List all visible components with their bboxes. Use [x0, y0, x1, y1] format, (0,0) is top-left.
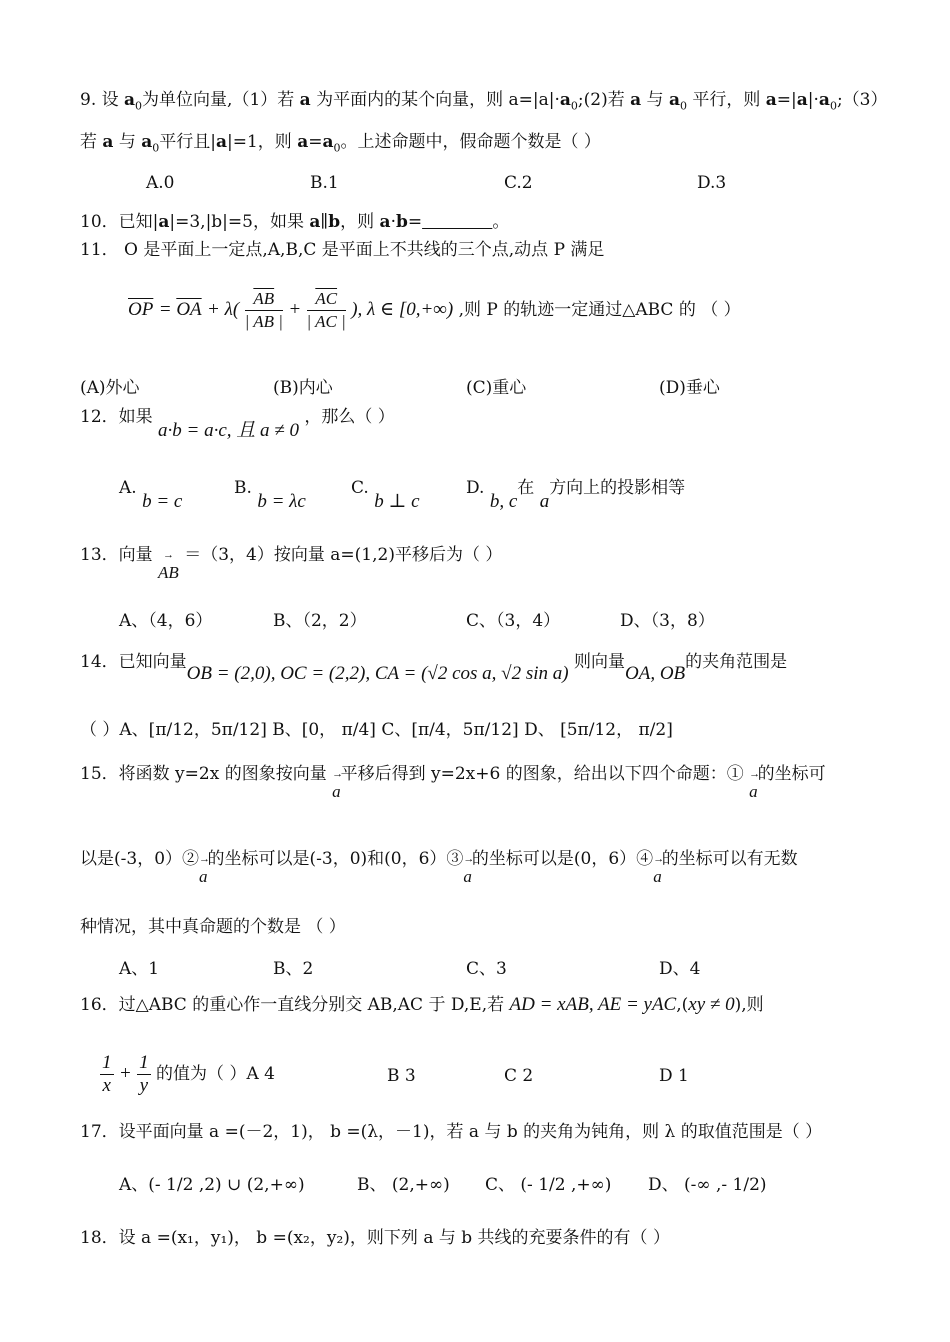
- q16-line2: $\frac{1}{x}$ + $\frac{1}{y}$ 的值为（ ）A 4: [102, 1052, 275, 1096]
- q12-option-c: C. b ⊥ c: [351, 478, 420, 512]
- q11-stem: 11． O 是平面上一定点,A,B,C 是平面上不共线的三个点,动点 P 满足: [80, 240, 605, 260]
- q13-option-a: A、（4，6）: [119, 611, 213, 631]
- q12-line: [80, 406, 395, 441]
- q15-option-c: C、3: [466, 959, 507, 979]
- q14-formula: OB = (2,0), OC = (2,2), CA = (√2 cos a, √2 sin a): [186, 663, 569, 684]
- q16-frac-1-over-x: $\frac{1}{x}$: [102, 1052, 112, 1096]
- q13-line: 13．向量 → AB ＝（3，4）按向量 a=(1,2)平移后为（ ）: [80, 545, 503, 582]
- q16-option-b: B 3: [387, 1066, 416, 1086]
- q17-option-a: A、(- 1/2 ,2) ∪ (2,+∞): [119, 1175, 305, 1195]
- q9-line2: 若 a 与 $a_0$平行且|a|=1，则 $a=a_0$。上述命题中，假命题个数是（ ）: [80, 132, 601, 155]
- q16-option-c: C 2: [504, 1066, 534, 1086]
- q12-tail: ，那么（ ）: [304, 407, 395, 427]
- q12-option-d: D. b, c在 a方向上的投影相等: [466, 478, 686, 512]
- q15-line3: 种情况，其中真命题的个数是 （ ）: [80, 917, 346, 937]
- q11-option-b: (B)内心: [273, 378, 333, 398]
- q17-option-b: B、 (2,+∞): [357, 1175, 450, 1195]
- q17-option-c: C、 (- 1/2 ,+∞): [485, 1175, 612, 1195]
- vector-a-symbol: → a: [199, 853, 211, 886]
- vector-a-symbol: → a: [749, 768, 761, 801]
- q14-line2: （ ）A、[π/12，5π/12] B、[0， π/4] C、[π/4，5π/12] D、 [5π/12， π/2]: [80, 720, 673, 740]
- q11-tail: ,则 P 的轨迹一定通过△ABC 的 （ ）: [458, 300, 741, 320]
- q12-option-a: A. b = c: [119, 478, 183, 512]
- q11-option-c: (C)重心: [466, 378, 527, 398]
- vector-a-symbol: → a: [463, 853, 475, 886]
- vector-a-symbol: → a: [332, 768, 344, 801]
- q17-line: 17．设平面向量 a =(－2，1)， b =(λ，－1)，若 a 与 b 的夹角为钝角，则 λ 的取值范围是（ ）: [80, 1122, 823, 1142]
- q12-formula: a·b = a·c, 且 a ≠ 0: [158, 420, 299, 441]
- q17-option-d: D、 (-∞ ,- 1/2): [648, 1175, 767, 1195]
- q16-formula: AD = xAB, AE = yAC: [509, 994, 677, 1015]
- q18-line: 18．设 a =(x₁，y₁)， b =(x₂，y₂)，则下列 a 与 b 共线的充要条件的有（ ）: [80, 1228, 670, 1248]
- q11-option-d: (D)垂心: [659, 378, 720, 398]
- q13-option-d: D、（3，8）: [620, 611, 715, 631]
- q11-formula: $\overline{OP} = \overline{OA} + \lambda$( $\frac{\overline{AB}}{| AB |}$ + $\frac{\overline{AC}}{| AC |}$ ), λ ∈ [0,+∞) ,则 P 的轨迹一定通过△ABC 的 （ ）: [128, 289, 741, 331]
- q9-option-a: A.0: [146, 173, 175, 193]
- q15-option-a: A、1: [119, 959, 160, 979]
- q12-stem: 12．如果: [80, 407, 153, 427]
- q13-option-b: B、（2，2）: [273, 611, 367, 631]
- q9-option-c: C.2: [504, 173, 533, 193]
- q14-formula2: OA, OB: [625, 663, 686, 684]
- q9-option-d: D.3: [697, 173, 727, 193]
- q10-line: 10．已知|a|=3,|b|=5，如果 a∥b，则 a·b= 。: [80, 212, 510, 232]
- q15-option-d: D、4: [659, 959, 701, 979]
- q16-line1: 16．过△ABC 的重心作一直线分别交 AB,AC 于 D,E,若 AD = xAB, AE = yAC,(xy ≠ 0),则: [80, 994, 764, 1015]
- q16-frac-1-over-y: $\frac{1}{y}$: [139, 1052, 149, 1096]
- q9-option-b: B.1: [310, 173, 339, 193]
- q13-option-c: C、（3，4）: [466, 611, 561, 631]
- q14-line1: 14．已知向量OB = (2,0), OC = (2,2), CA = (√2 cos a, √2 sin a) 则向量OA, OB的夹角范围是: [80, 652, 788, 684]
- q15-option-b: B、2: [273, 959, 314, 979]
- q16-option-d: D 1: [659, 1066, 689, 1086]
- q13-vector-ab: → AB: [158, 549, 179, 582]
- vector-a-symbol: → a: [653, 853, 665, 886]
- q15-line1: 15．将函数 y=2x 的图象按向量 → a平移后得到 y=2x+6 的图象，给出以下四个命题：① → a的坐标可: [80, 764, 826, 801]
- q15-line2: 以是(-3，0）② → a的坐标可以是(-3，0)和(0，6）③ → a的坐标可以是(0，6）④ → a的坐标可以有无数: [80, 849, 798, 886]
- q11-option-a: (A)外心: [80, 378, 140, 398]
- q12-option-b: B. b = λc: [234, 478, 306, 512]
- q9-line1: 9. 设 $a_0$为单位向量,（1）若 a 为平面内的某个向量，则 $a=|a|\cdot a_0;(2)$若 a 与 $a_0$ 平行，则 $a=|a|\cdot a_0;(3)$: [80, 90, 888, 113]
